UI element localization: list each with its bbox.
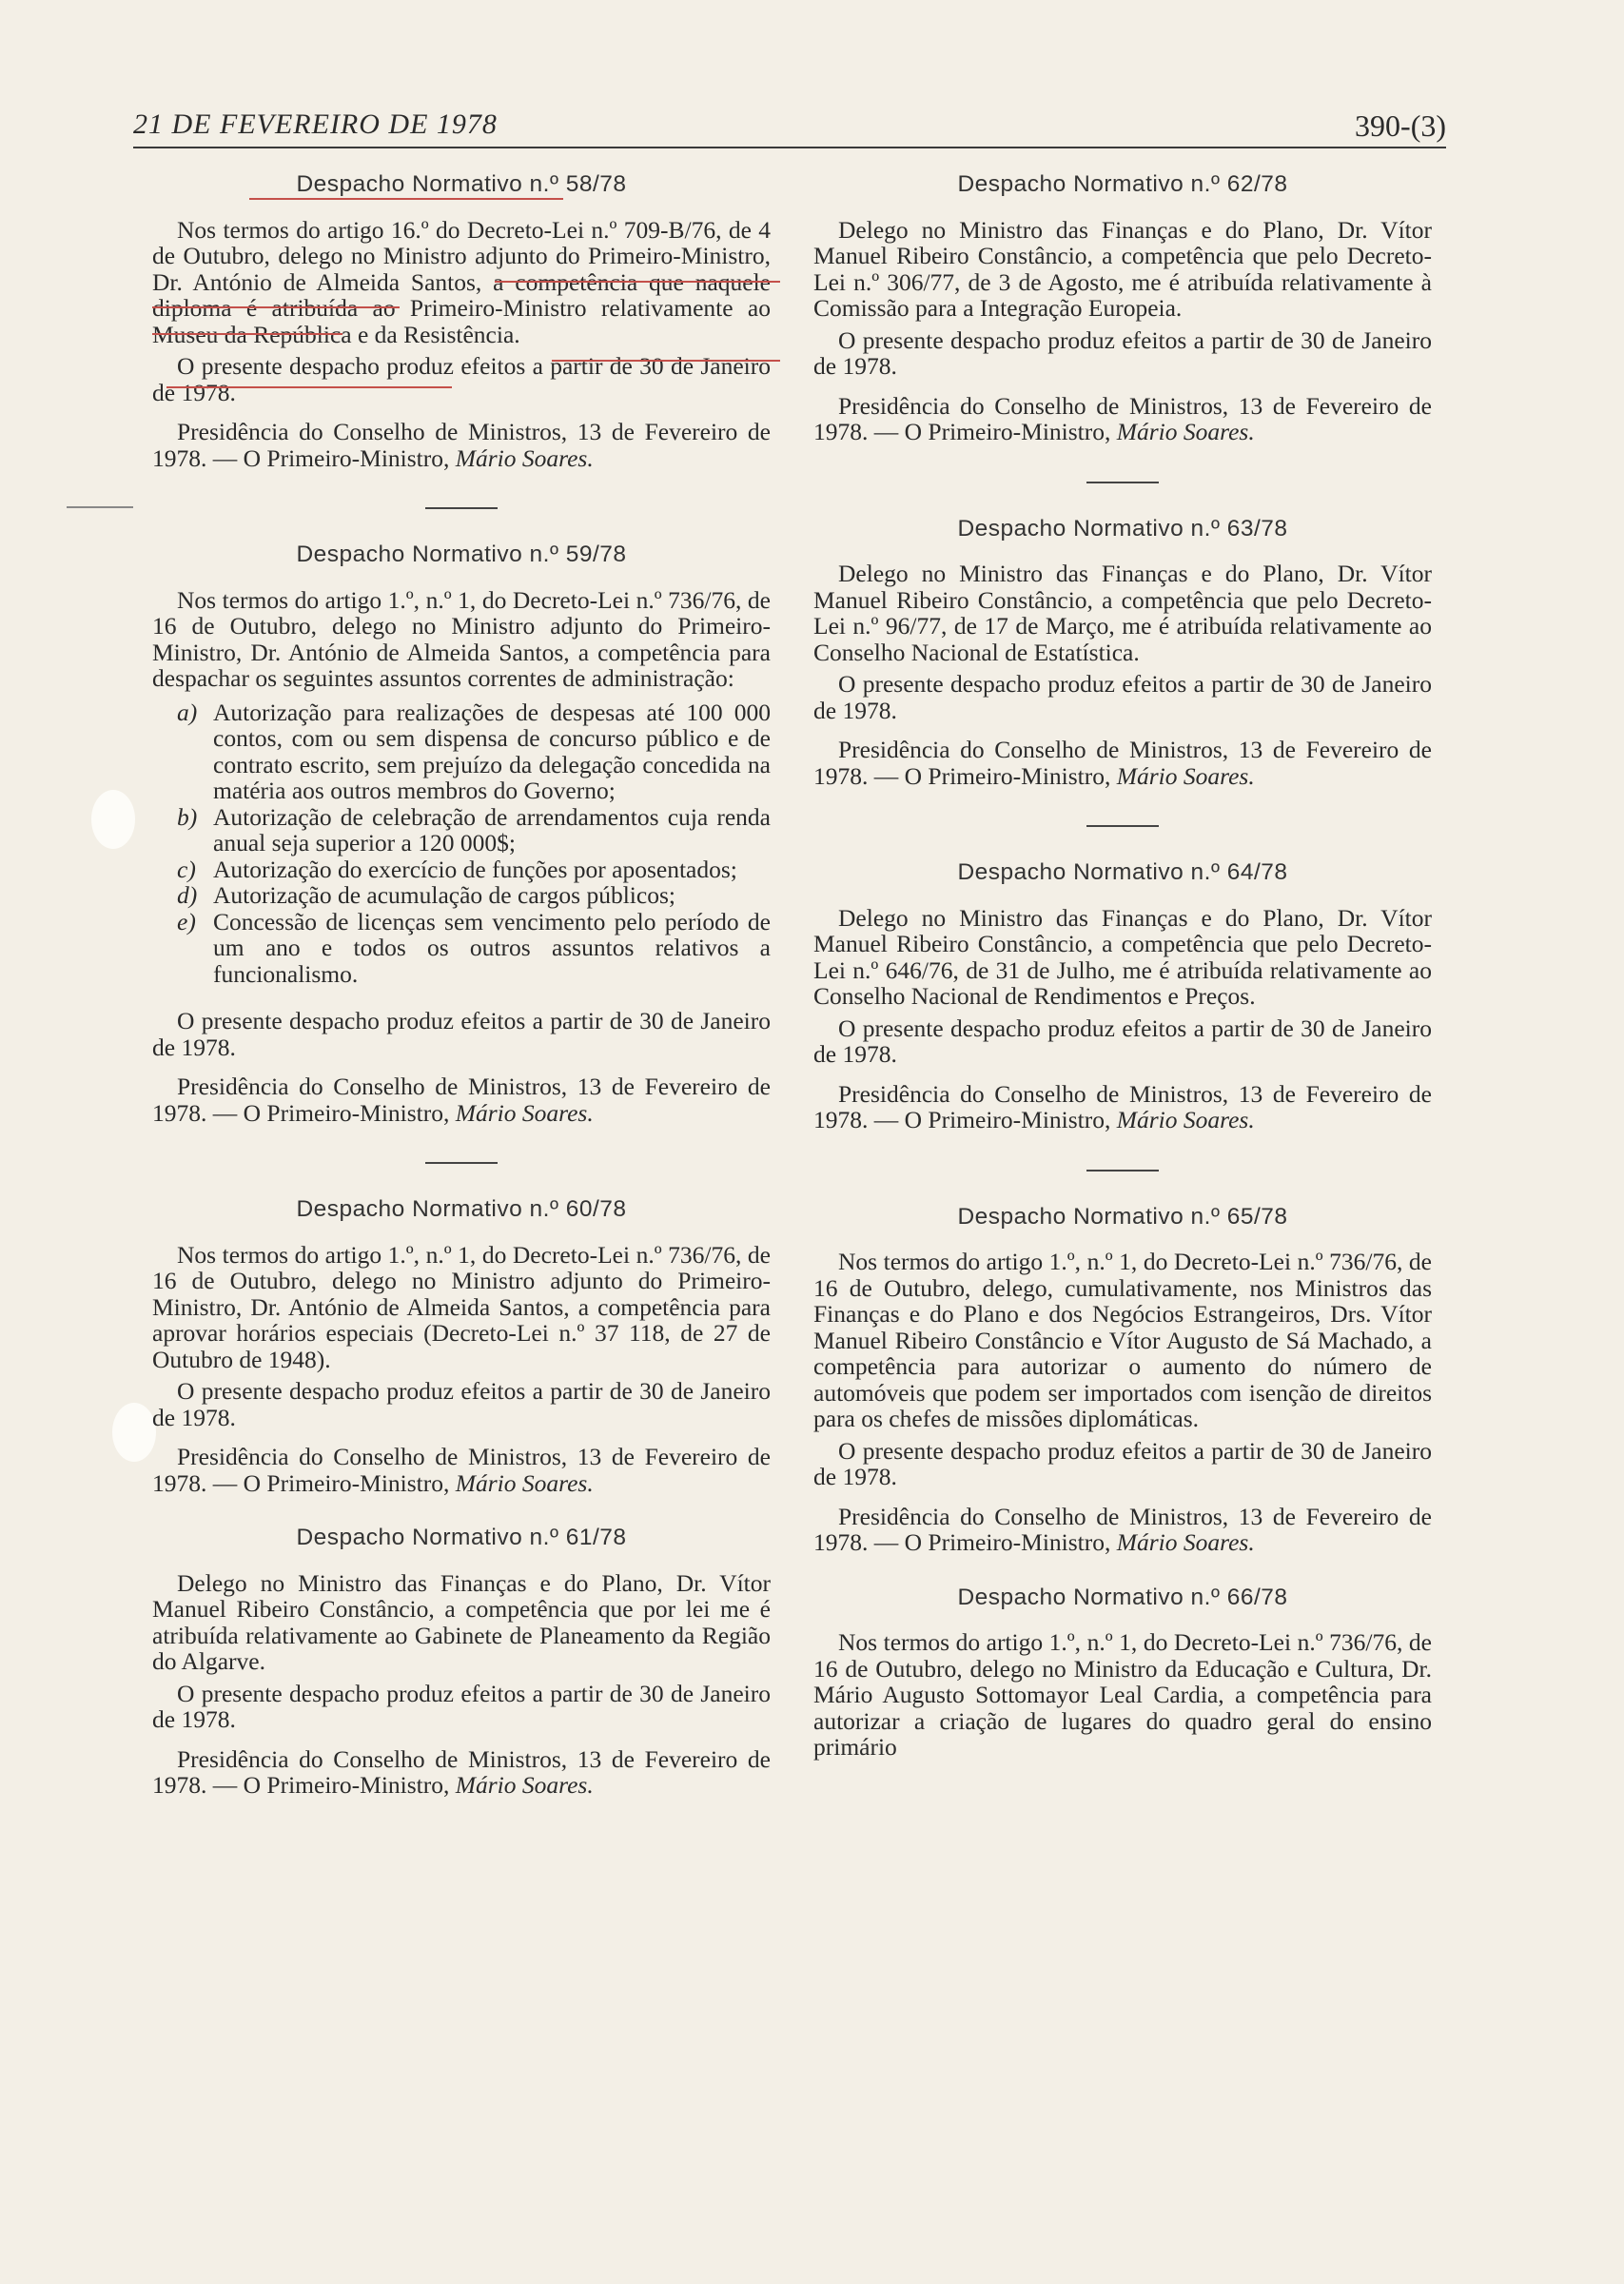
despacho-title: Despacho Normativo n.º 62/78 [957,171,1288,197]
annotation-underline [166,386,452,388]
header-page-number: 390-(3) [1355,108,1446,143]
despacho-effect: O presente despacho produz efeitos a partir de 30 de Janeiro de 1978. [152,352,771,406]
despacho-body: Nos termos do artigo 1.º, n.º 1, do Decreto-Lei n.º 736/76, de 16 de Outubro, delego no Ministro da Educação e Cultura, Dr. Mário Augusto Sottomayor Leal Cardia, a competência para autorizar a criação de lugares do quadro geral do ensino primário [813,1628,1432,1761]
despacho-63-78 [813,516,1432,790]
despacho-61-78 [152,1525,771,1799]
despacho-body: Delego no Ministro das Finanças e do Plano, Dr. Vítor Manuel Ribeiro Constâncio, a competência que pelo Decreto-Lei n.º 96/77, de 17 de Março, me é atribuída relativamente ao Conselho Nacional de Estatística. [813,560,1432,666]
signatory-name: Mário Soares. [1116,1528,1255,1556]
despacho-effect: O presente despacho produz efeitos a partir de 30 de Janeiro de 1978. [813,325,1432,380]
despacho-signature: Presidência do Conselho de Ministros, 13 de Fevereiro de 1978. — O Primeiro-Ministro, Mário Soares. [152,418,771,472]
despacho-body: Delego no Ministro das Finanças e do Plano, Dr. Vítor Manuel Ribeiro Constâncio, a competência que por lei me é atribuída relativamente ao Gabinete de Planeamento da Região do Algarve. [152,1568,771,1675]
annotation-underline [249,198,563,200]
despacho-body: Nos termos do artigo 16.º do Decreto-Lei n.º 709-B/76, de 4 de Outubro, delego no Ministro adjunto do Primeiro-Ministro, Dr. António de Almeida Santos, a competência que naquele diploma é atribuída ao Primeiro-Ministro relativamente ao Museu da República e da Resistência. [152,215,771,348]
despacho-signature: Presidência do Conselho de Ministros, 13 de Fevereiro de 1978. — O Primeiro-Ministro, Mário Soares. [813,391,1432,445]
despacho-signature: Presidência do Conselho de Ministros, 13 de Fevereiro de 1978. — O Primeiro-Ministro, Mário Soares. [813,1079,1432,1133]
despacho-effect: O presente despacho produz efeitos a partir de 30 de Janeiro de 1978. [152,1007,771,1061]
page-header [133,105,1446,148]
despacho-59-78 [152,541,771,1126]
signatory-name: Mário Soares. [455,1098,594,1127]
separator [1086,1170,1159,1172]
signatory-name: Mário Soares. [1116,761,1255,790]
list-item: b) Autorização de celebração de arrendamentos cuja renda anual seja superior a 120 000$; [177,802,771,856]
signatory-name: Mário Soares. [1116,1106,1255,1133]
signatory-name: Mário Soares. [455,1771,594,1799]
despacho-title: Despacho Normativo n.º 66/78 [957,1584,1288,1610]
despacho-signature: Presidência do Conselho de Ministros, 13 de Fevereiro de 1978. — O Primeiro-Ministro, Mário Soares. [813,1502,1432,1556]
despacho-60-78 [152,1196,771,1496]
signatory-name: Mário Soares. [1116,418,1255,445]
separator [425,507,498,509]
despacho-title: Despacho Normativo n.º 59/78 [296,541,627,567]
despacho-body: Delego no Ministro das Finanças e do Plano, Dr. Vítor Manuel Ribeiro Constâncio, a competência que pelo Decreto-Lei n.º 646/76, de 31 de Julho, me é atribuída relativamente ao Conselho Nacional de Rendimentos e Preços. [813,903,1432,1010]
separator [1086,482,1159,483]
signatory-name: Mário Soares. [455,443,594,472]
despacho-effect: O presente despacho produz efeitos a partir de 30 de Janeiro de 1978. [152,1377,771,1431]
subjects-list [152,699,771,988]
separator [425,1162,498,1164]
annotation-underline [495,281,780,283]
punch-hole [91,790,135,849]
separator [1086,825,1159,827]
despacho-title: Despacho Normativo n.º 61/78 [296,1525,627,1550]
right-column [813,171,1432,1766]
list-item: a) Autorização para realizações de despesas até 100 000 contos, com ou sem dispensa de concurso público e de contrato escrito, sem prejuízo da delegação concedida na matéria aos outros membros do Governo; [177,698,771,804]
despacho-66-78 [813,1585,1432,1761]
despacho-effect: O presente despacho produz efeitos a partir de 30 de Janeiro de 1978. [813,1014,1432,1068]
list-item: d) Autorização de acumulação de cargos públicos; [177,881,675,909]
despacho-title: Despacho Normativo n.º 60/78 [296,1196,627,1222]
despacho-signature: Presidência do Conselho de Ministros, 13 de Fevereiro de 1978. — O Primeiro-Ministro, Mário Soares. [152,1073,771,1127]
list-item: e) Concessão de licenças sem vencimento pelo período de um ano e todos os outros assuntos relativos a funcionalismo. [177,907,771,988]
despacho-signature: Presidência do Conselho de Ministros, 13 de Fevereiro de 1978. — O Primeiro-Ministro, Mário Soares. [152,1443,771,1497]
despacho-body: Nos termos do artigo 1.º, n.º 1, do Decreto-Lei n.º 736/76, de 16 de Outubro, delego no Ministro adjunto do Primeiro-Ministro, Dr. António de Almeida Santos, a competência para despachar os seguintes assuntos correntes de administração: [152,585,771,692]
despacho-effect: O presente despacho produz efeitos a partir de 30 de Janeiro de 1978. [813,670,1432,724]
annotation-underline [152,333,342,335]
signatory-name: Mário Soares. [455,1468,594,1497]
despacho-body: Delego no Ministro das Finanças e do Plano, Dr. Vítor Manuel Ribeiro Constâncio, a competência que pelo Decreto-Lei n.º 306/77, de 3 de Agosto, me é atribuída relativamente à Comissão para a Integração Europeia. [813,215,1432,322]
despacho-title: Despacho Normativo n.º 65/78 [957,1203,1288,1230]
list-item: c) Autorização do exercício de funções por aposentados; [177,855,737,883]
despacho-title: Despacho Normativo n.º 58/78 [296,171,627,197]
despacho-title: Despacho Normativo n.º 63/78 [957,515,1288,541]
despacho-signature: Presidência do Conselho de Ministros, 13 de Fevereiro de 1978. — O Primeiro-Ministro, Mário Soares. [813,736,1432,790]
annotation-underline [152,306,400,308]
left-column [152,171,771,1799]
despacho-effect: O presente despacho produz efeitos a partir de 30 de Janeiro de 1978. [813,1436,1432,1490]
annotation-underline [552,360,780,362]
despacho-64-78 [813,859,1432,1133]
despacho-body: Nos termos do artigo 1.º, n.º 1, do Decreto-Lei n.º 736/76, de 16 de Outubro, delego no Ministro adjunto do Primeiro-Ministro, Dr. António de Almeida Santos, a competência para aprovar horários especiais (Decreto-Lei n.º 37 118, de 27 de Outubro de 1948). [152,1240,771,1373]
margin-mark [67,506,133,508]
despacho-effect: O presente despacho produz efeitos a partir de 30 de Janeiro de 1978. [152,1679,771,1733]
despacho-58-78 [152,171,771,471]
despacho-title: Despacho Normativo n.º 64/78 [957,859,1288,885]
despacho-65-78 [813,1204,1432,1556]
punch-hole [112,1403,156,1462]
despacho-62-78 [813,171,1432,445]
header-date: 21 DE FEVEREIRO DE 1978 [133,108,498,140]
despacho-body: Nos termos do artigo 1.º, n.º 1, do Decreto-Lei n.º 736/76, de 16 de Outubro, delego, cumulativamente, nos Ministros das Finanças e do Plano e dos Negócios Estrangeiros, Drs. Vítor Manuel Ribeiro Constâncio e Vítor Augusto de Sá Machado, a competência para autorizar o aumento do número de automóveis que podem ser importados com isenção de direitos para os chefes de missões diplomáticas. [813,1248,1432,1432]
despacho-signature: Presidência do Conselho de Ministros, 13 de Fevereiro de 1978. — O Primeiro-Ministro, Mário Soares. [152,1744,771,1799]
